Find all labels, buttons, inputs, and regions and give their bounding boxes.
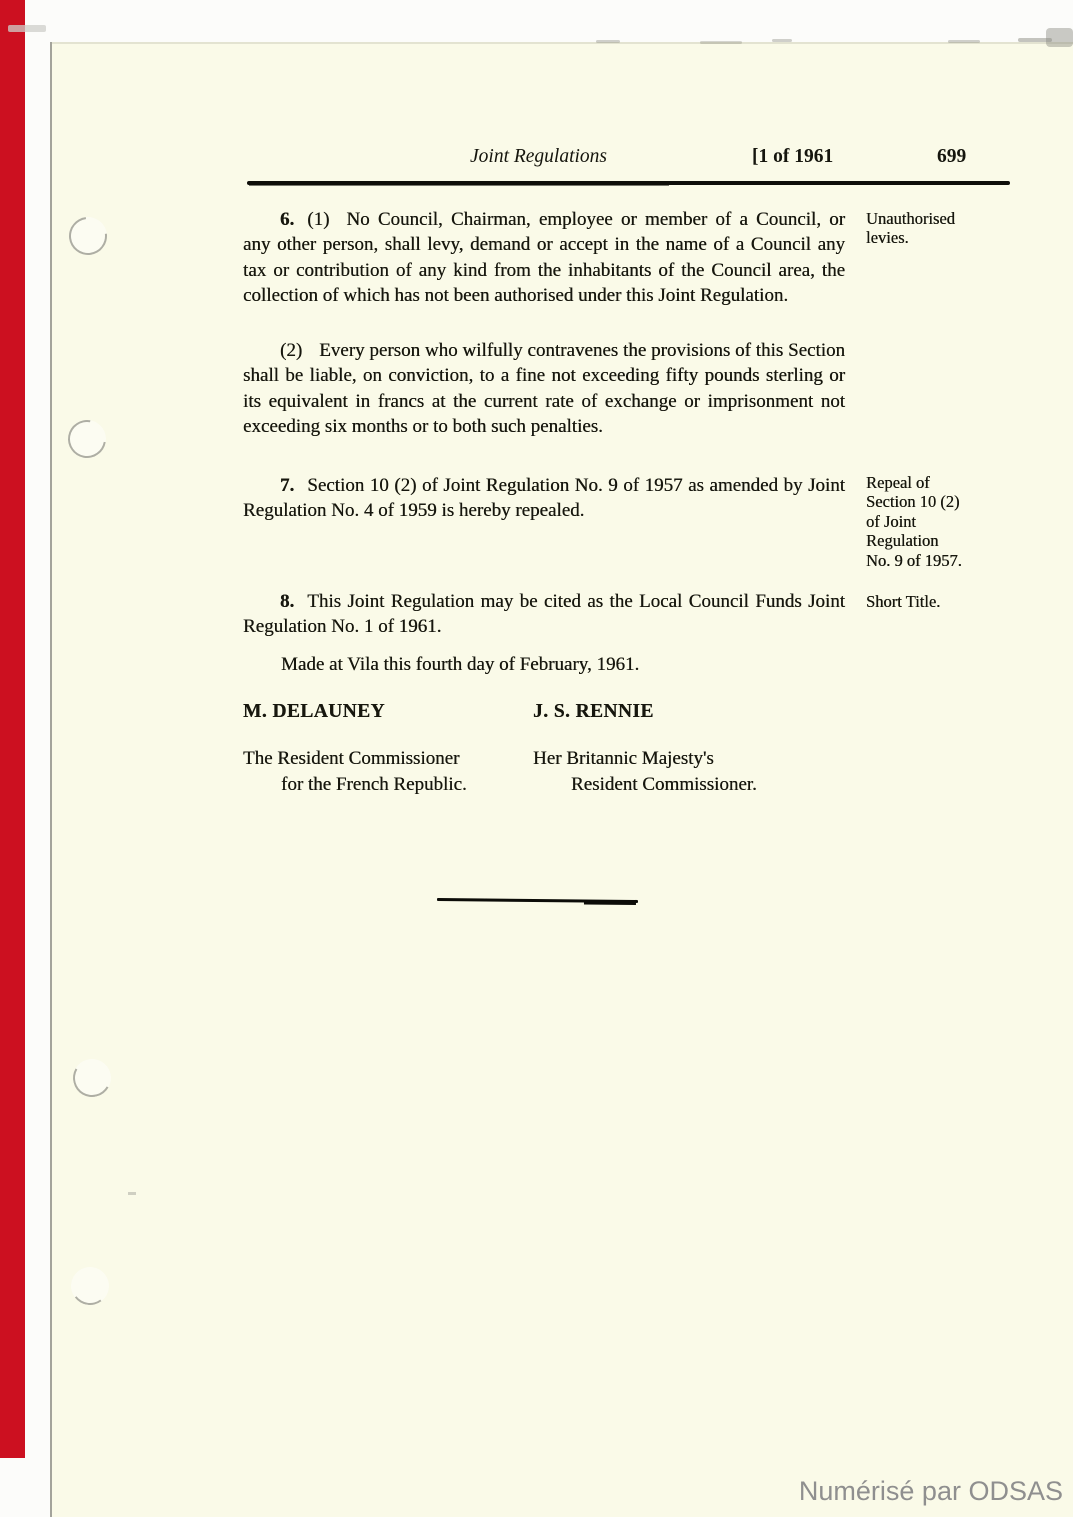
signature-title-line: The Resident Commissioner [243,748,460,769]
signature-title-british [533,746,757,797]
margin-note-repeal: Repeal of Section 10 (2) of Joint Regulation No. 9 of 1957. [866,473,962,570]
signature-title-line: Resident Commissioner. [571,773,757,795]
page-number: 699 [937,146,967,167]
section-8-paragraph [243,589,845,640]
running-header-title: Joint Regulations [470,146,608,167]
subsection-number: (2) [280,340,303,361]
paragraph-text: No Council, Chairman, employee or member of a Council, or any other person, shall levy, demand or accept in the name of a Council any tax or contribution of any kind from the inhabitants of the Council area, the collection of which has not been authorised under this Joint Regulation. [243,209,845,306]
paragraph-text: Section 10 (2) of Joint Regulation No. 9 of 1957 as amended by Joint Regulation No. 4 of 1959 is hereby repealed. [243,475,845,522]
section-number: 7. [280,475,295,496]
scan-smudge [596,40,620,43]
paragraph-text: Every person who wilfully contravenes the provisions of this Section shall be liable, on conviction, to a fine not exceeding fifty pounds sterling or its equivalent in francs at the current rate of exchange or imprisonment not exceeding six months or to both such penalties. [243,340,845,437]
header-rule [247,181,1010,185]
section-6-paragraph-2 [243,338,845,439]
margin-note-short-title: Short Title. [866,592,941,611]
odsas-watermark: Numérisé par ODSAS [798,1476,1063,1506]
binding-strip [0,0,25,1458]
section-6-paragraph-1 [243,207,845,308]
scan-smudge [700,41,742,44]
section-number: 8. [280,591,295,612]
enactment-line: Made at Vila this fourth day of February, 1961. [281,654,640,675]
paragraph-text: This Joint Regulation may be cited as the Local Council Funds Joint Regulation No. 1 of 1961. [243,591,845,638]
scan-smudge [8,25,46,32]
scan-smudge [1046,28,1073,47]
signature-title-line: for the French Republic. [281,773,467,795]
margin-note-unauthorised-levies: Unauthorised levies. [866,209,955,248]
section-7-paragraph [243,473,845,524]
signature-title-line: Her Britannic Majesty's [533,748,714,769]
signature-name-british: J. S. RENNIE [533,701,654,722]
scan-smudge [948,40,980,43]
signature-title-french [243,746,467,797]
subsection-number: (1) [307,209,330,230]
section-number: 6. [280,209,295,230]
scan-smudge [772,39,792,42]
signature-name-french: M. DELAUNEY [243,701,385,722]
scan-speck [128,1192,136,1195]
regulation-citation: [1 of 1961 [752,146,834,167]
